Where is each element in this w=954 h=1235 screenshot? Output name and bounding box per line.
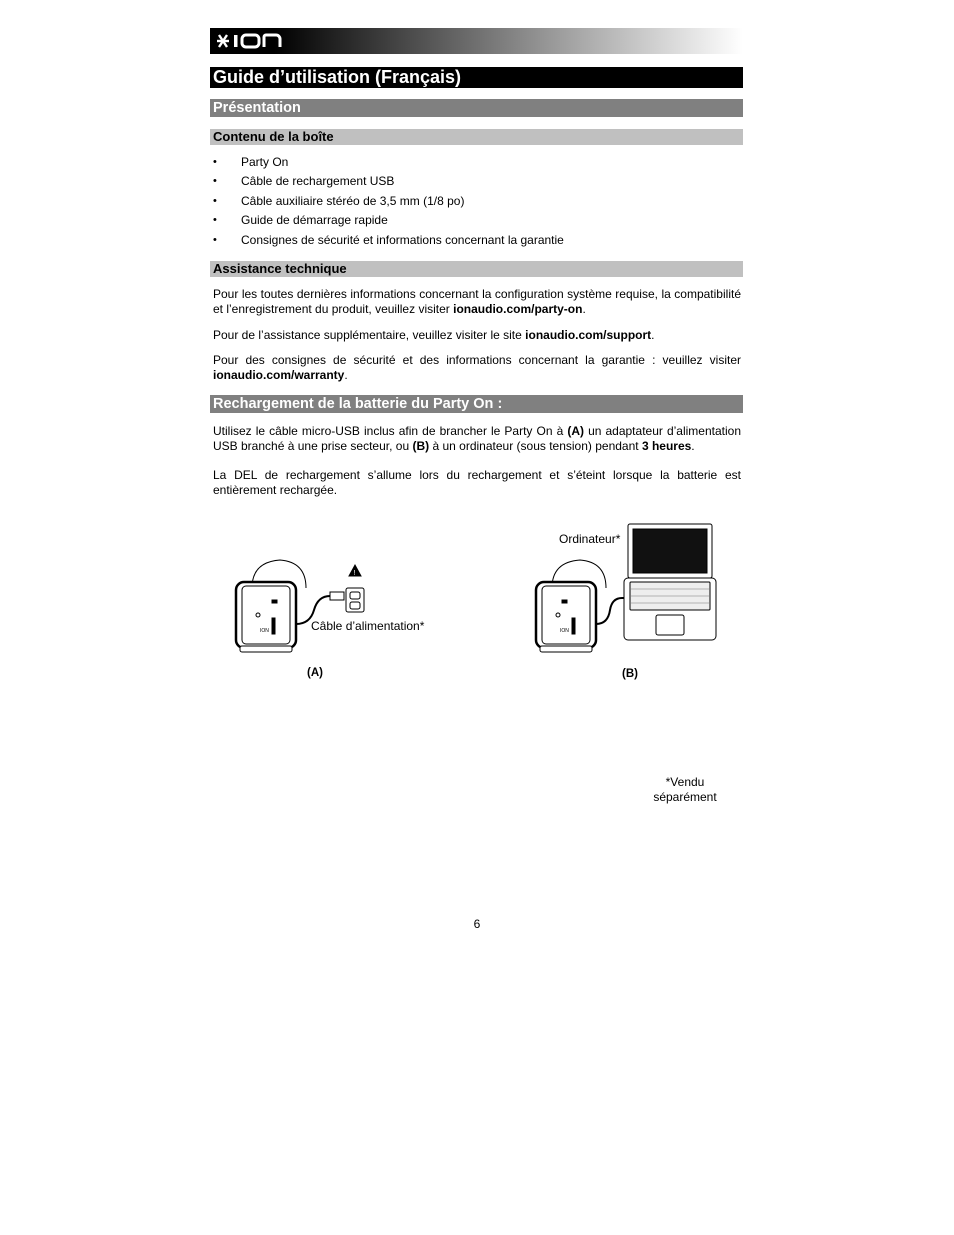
section-presentation: Présentation [210, 99, 743, 117]
power-cable-label: Câble d’alimentation* [311, 619, 425, 633]
link-warranty[interactable]: ionaudio.com/warranty [213, 368, 345, 382]
ion-logo [214, 32, 290, 50]
svg-text:!: ! [353, 570, 356, 577]
wall-outlet-illustration [346, 565, 364, 612]
svg-text:ION: ION [260, 628, 269, 634]
list-item: • Party On [213, 153, 564, 172]
list-item: • Câble de rechargement USB [213, 172, 564, 191]
header-logo-bar [210, 28, 743, 54]
figure-label-a: (A) [307, 667, 323, 679]
section-charging: Rechargement de la batterie du Party On : [210, 395, 743, 413]
figure-label-b: (B) [622, 668, 638, 680]
section-support: Assistance technique [210, 261, 743, 277]
speaker-a-illustration [236, 560, 306, 652]
charging-illustration [210, 520, 743, 690]
link-party-on[interactable]: ionaudio.com/party-on [453, 302, 583, 316]
computer-label: Ordinateur* [559, 532, 621, 546]
charging-figure [210, 520, 743, 690]
laptop-illustration [624, 524, 716, 640]
support-paragraph-1: Pour les toutes dernières informations concernant la configuration système requise, la compatibilité et l’enregistrement du produit, veuillez visiter ionaudio.com/party-on. [213, 287, 741, 316]
page-number: 6 [473, 917, 481, 931]
list-item: • Consignes de sécurité et informations concernant la garantie [213, 231, 564, 250]
svg-text:ION: ION [560, 628, 569, 634]
speaker-b-illustration [536, 560, 606, 652]
charging-paragraph-1: Utilisez le câble micro-USB inclus afin de brancher le Party On à (A) un adaptateur d’alimentation USB branché à une prise secteur, ou (B) à un ordinateur (sous tension) pendant 3 heures. [213, 424, 741, 453]
charging-paragraph-2: La DEL de rechargement s’allume lors du rechargement et s’éteint lorsque la batterie est entièrement rechargée. [213, 468, 741, 497]
footnote-sold-separately: *Vendu séparément [653, 775, 717, 804]
support-paragraph-3: Pour des consignes de sécurité et des informations concernant la garantie : veuillez visiter ionaudio.com/warranty. [213, 353, 741, 382]
list-item: • Guide de démarrage rapide [213, 211, 564, 230]
page-title: Guide d’utilisation (Français) [210, 67, 743, 88]
support-paragraph-2: Pour de l’assistance supplémentaire, veuillez visiter le site ionaudio.com/support. [213, 328, 655, 342]
link-support[interactable]: ionaudio.com/support [525, 328, 652, 342]
box-contents-list [213, 153, 564, 250]
list-item: • Câble auxiliaire stéréo de 3,5 mm (1/8 po) [213, 192, 564, 211]
section-box-contents: Contenu de la boîte [210, 129, 743, 145]
